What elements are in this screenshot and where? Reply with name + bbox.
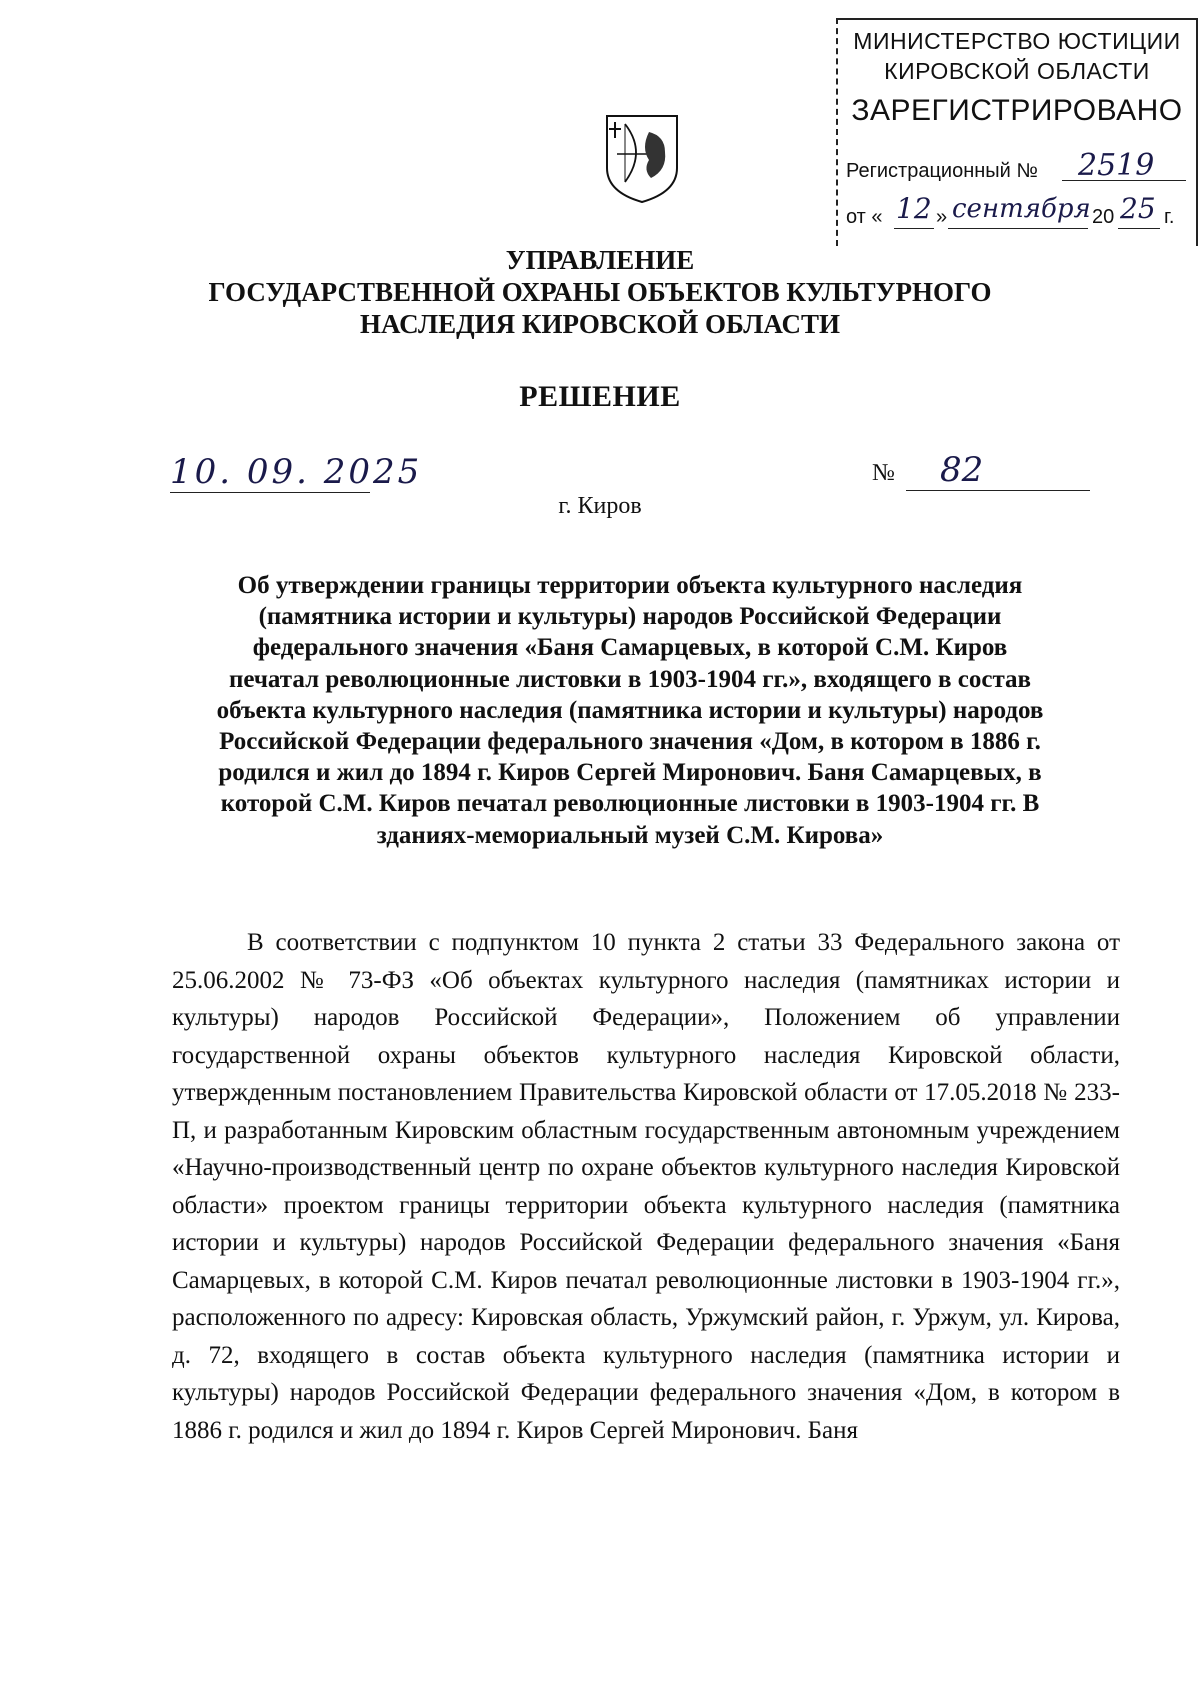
subject-line: печатал революционные листовки в 1903-1904 гг.», входящего в состав [228, 665, 1032, 693]
document-type-title: РЕШЕНИЕ [519, 380, 681, 413]
document-date: 10. 09. 2025 [170, 452, 423, 492]
agency-line2: ГОСУДАРСТВЕННОЙ ОХРАНЫ ОБЪЕКТОВ КУЛЬТУРНОГО [208, 277, 992, 307]
stamp-month: сентября [952, 194, 1091, 224]
stamp-date-prefix: от « [846, 206, 883, 228]
stamp-day-underline [894, 228, 934, 229]
stamp-reg-number: 2519 [1078, 148, 1155, 183]
coat-of-arms-icon [603, 112, 681, 204]
subject-line: (памятника истории и культуры) народов Российской Федерации [258, 603, 1002, 631]
stamp-day: 12 [896, 192, 932, 225]
number-underline [906, 490, 1090, 491]
agency-header [0, 244, 1200, 340]
document-city: г. Киров [558, 493, 642, 519]
subject-line: Об утверждении границы территории объекта культурного наследия [237, 572, 1023, 599]
subject-line: объекта культурного наследия (памятника истории и культуры) народов [216, 696, 1044, 724]
subject-line: которой С.М. Киров печатал революционные листовки в 1903-1904 гг. В [220, 790, 1040, 818]
document-number: 82 [940, 450, 984, 490]
stamp-ministry-line2: КИРОВСКОЙ ОБЛАСТИ [884, 58, 1150, 84]
agency-line3: НАСЛЕДИЯ КИРОВСКОЙ ОБЛАСТИ [360, 309, 840, 339]
stamp-year-underline [1118, 228, 1160, 229]
stamp-reg-label: Регистрационный № [846, 160, 1038, 182]
body-paragraph: В соответствии с подпунктом 10 пункта 2 статьи 33 Федерального закона от 25.06.2002 № 73-ФЗ «Об объектах культурного наследия (памятниках истории и культуры) народов Российской Федерации», Положением об управлении государственной охраны объектов культурного наследия Кировской области, утвержденным постановлением Правительства Кировской области от 17.05.2018 № 233-П, и разработанным Кировским областным государственным автономным учреждением «Научно-производственный центр по охране объектов культурного наследия Кировской области» проектом границы территории объекта культурного наследия (памятника истории и культуры) народов Российской Федерации федерального значения «Баня Самарцевых, в которой С.М. Киров печатал революционные листовки в 1903-1904 гг.», расположенного по адресу: Кировская область, Уржумский район, г. Уржум, ул. Кирова, д. 72, входящего в состав объекта культурного наследия (памятника истории и культуры) народов Российской Федерации федерального значения «Дом, в котором в 1886 г. родился и жил до 1894 г. Киров Сергей Миронович. Баня [172, 929, 1120, 1444]
subject-line: зданиях-мемориальный музей С.М. Кирова» [376, 821, 884, 849]
subject-line: родился и жил до 1894 г. Киров Сергей Миронович. Баня Самарцевых, в [218, 759, 1042, 787]
number-label: № [872, 460, 895, 486]
stamp-date-mid: » [936, 206, 948, 228]
stamp-ministry [838, 26, 1196, 86]
registration-stamp [836, 18, 1198, 246]
document-subject [170, 570, 1090, 851]
stamp-year-prefix: 20 [1092, 206, 1115, 228]
stamp-status: ЗАРЕГИСТРИРОВАНО [851, 94, 1183, 127]
stamp-year-suffix: 25 [1120, 192, 1156, 225]
stamp-year-end: г. [1164, 206, 1175, 228]
subject-line: Российской Федерации федерального значения «Дом, в котором в 1886 г. [219, 728, 1041, 756]
stamp-ministry-line1: МИНИСТЕРСТВО ЮСТИЦИИ [853, 28, 1181, 54]
stamp-month-underline [948, 228, 1088, 229]
agency-line1: УПРАВЛЕНИЕ [505, 245, 695, 275]
subject-line: федерального значения «Баня Самарцевых, в которой С.М. Киров [252, 634, 1008, 662]
